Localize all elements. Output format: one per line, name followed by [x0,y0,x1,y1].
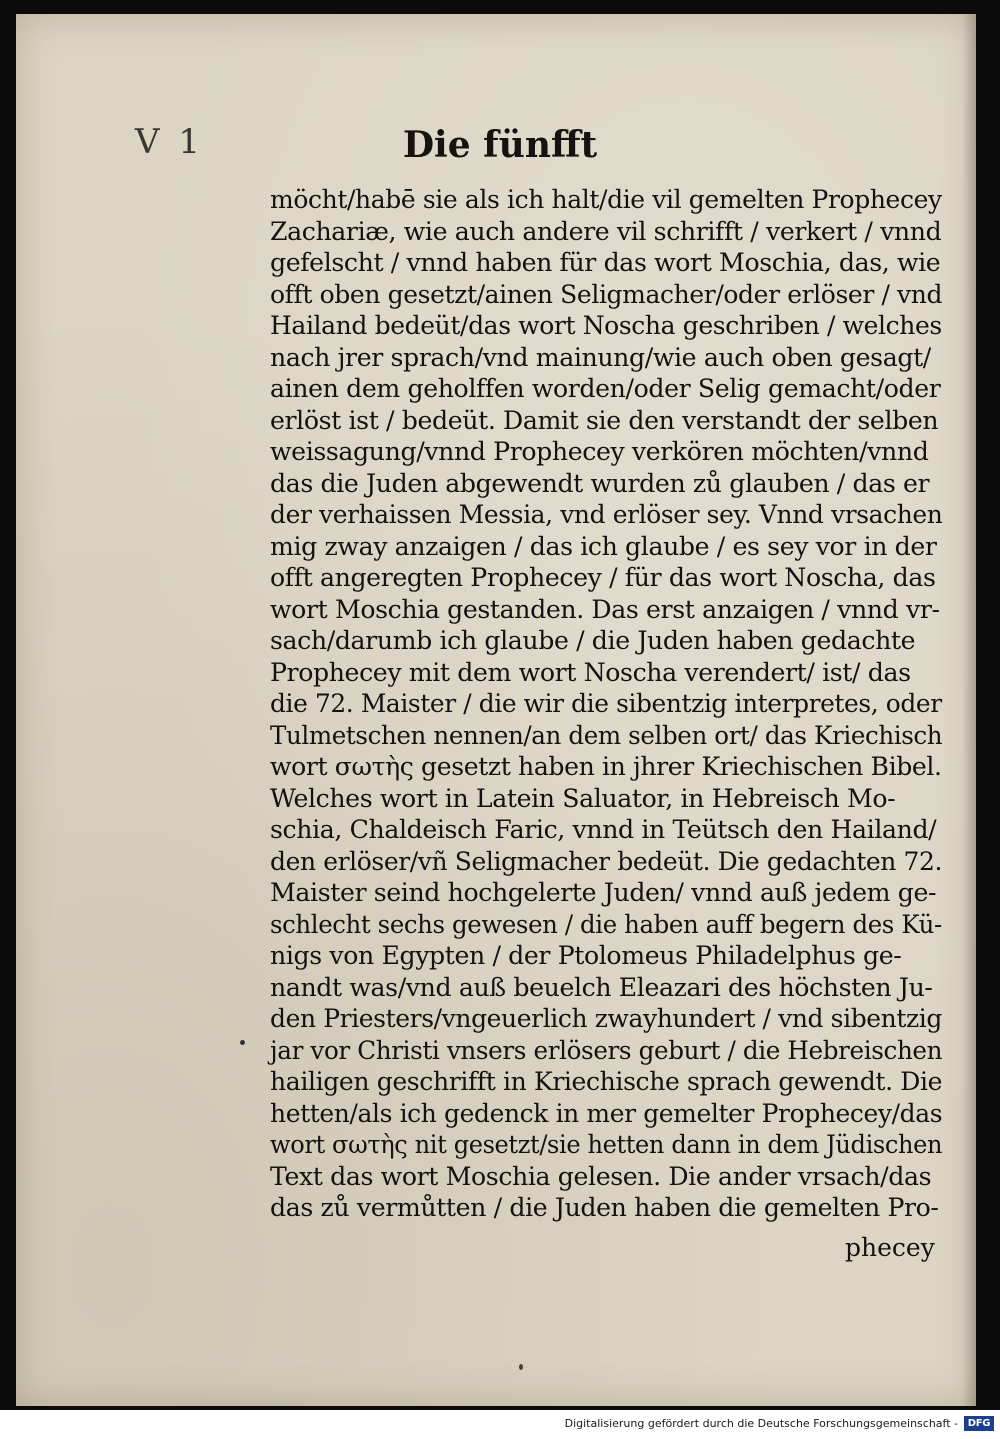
text-line: möcht/habē sie als ich halt/die vil gemelten Prophecey [270,185,942,215]
text-line: wort σωτὴς nit gesetzt/sie hetten dann in dem Jüdischen [270,1130,943,1160]
text-line: Zachariæ, wie auch andere vil schrifft / verkert / vnnd [270,216,942,247]
text-line: offt oben gesetzt/ainen Seligmacher/oder erlöser / vnd [270,279,943,310]
text-line: hetten/als ich gedenck in mer gemelter Prophecey/das [270,1098,943,1129]
text-line: Text das wort Moschia gelesen. Die ander vrsach/das [270,1161,932,1192]
text-line: schia, Chaldeisch Faric, vnnd in Teütsch den Hailand/ [270,815,937,845]
body-text [270,185,950,1225]
text-line: den erlöser/vñ Seligmacher bedeüt. Die gedachten 72. [270,846,943,877]
text-line: ainen dem geholffen worden/oder Selig gemacht/oder [270,374,941,404]
text-line: nach jrer sprach/vnd mainung/wie auch oben gesagt/ [270,342,931,373]
text-line: Prophecey mit dem wort Noscha verendert/ ist/ das [270,657,911,688]
marginal-mark: V 1 [135,122,204,162]
text-line: weissagung/vnnd Prophecey verkören möchten/vnnd [270,437,929,467]
text-line: die 72. Maister / die wir die sibentzig interpretes, oder [270,689,942,719]
footer-bar [0,1410,1000,1439]
text-line: mig zway anzaigen / das ich glaube / es sey vor in der [270,531,937,562]
page-edge-shadow [962,14,976,1406]
text-line: hailigen geschrifft in Kriechische sprach gewendt. Die [270,1067,943,1097]
text-line: nigs von Egypten / der Ptolomeus Philadelphus ge- [270,941,902,971]
text-line: schlecht sechs gewesen / die haben auff begern des Kü- [270,909,942,940]
text-line: erlöst ist / bedeüt. Damit sie den verstandt der selben [270,405,939,436]
text-line: offt angeregten Prophecey / für das wort Noscha, das [270,563,936,593]
funding-credit: Digitalisierung gefördert durch die Deutsche Forschungsgemeinschaft - [564,1417,958,1430]
text-line: wort Moschia gestanden. Das erst anzaigen / vnnd vr- [270,594,940,625]
signature-dot [519,1364,523,1370]
text-line: den Priesters/vngeuerlich zwayhundert / vnd sibentzig [270,1004,942,1034]
running-head: Die fünfft [402,124,598,166]
text-line: sach/darumb ich glaube / die Juden haben gedachte [270,626,916,656]
text-line: gefelscht / vnnd haben für das wort Moschia, das, wie [270,248,941,278]
text-line: wort σωτὴς gesetzt haben in jhrer Kriechischen Bibel. [270,752,942,782]
text-line: das zů vermůtten / die Juden haben die gemelten Pro- [270,1193,939,1223]
text-line: Maister seind hochgelerte Juden/ vnnd auß jedem ge- [270,878,937,908]
catchword: phecey [845,1233,935,1262]
text-line: Tulmetschen nennen/an dem selben ort/ das Kriechisch [270,720,943,751]
text-line: nandt was/vnd auß beuelch Eleazari des höchsten Ju- [270,972,933,1003]
dfg-logo-icon: DFG [964,1416,994,1431]
text-line: jar vor Christi vnsers erlösers geburt / die Hebreischen [270,1035,943,1066]
text-line: das die Juden abgewendt wurden zů glauben / das er [270,468,930,499]
margin-dot [240,1040,245,1045]
text-line: Hailand bedeüt/das wort Noscha geschriben / welches [270,311,942,341]
text-line: der verhaissen Messia, vnd erlöser sey. Vnnd vrsachen [270,500,943,530]
text-line: Welches wort in Latein Saluator, in Hebreisch Mo- [270,783,896,814]
